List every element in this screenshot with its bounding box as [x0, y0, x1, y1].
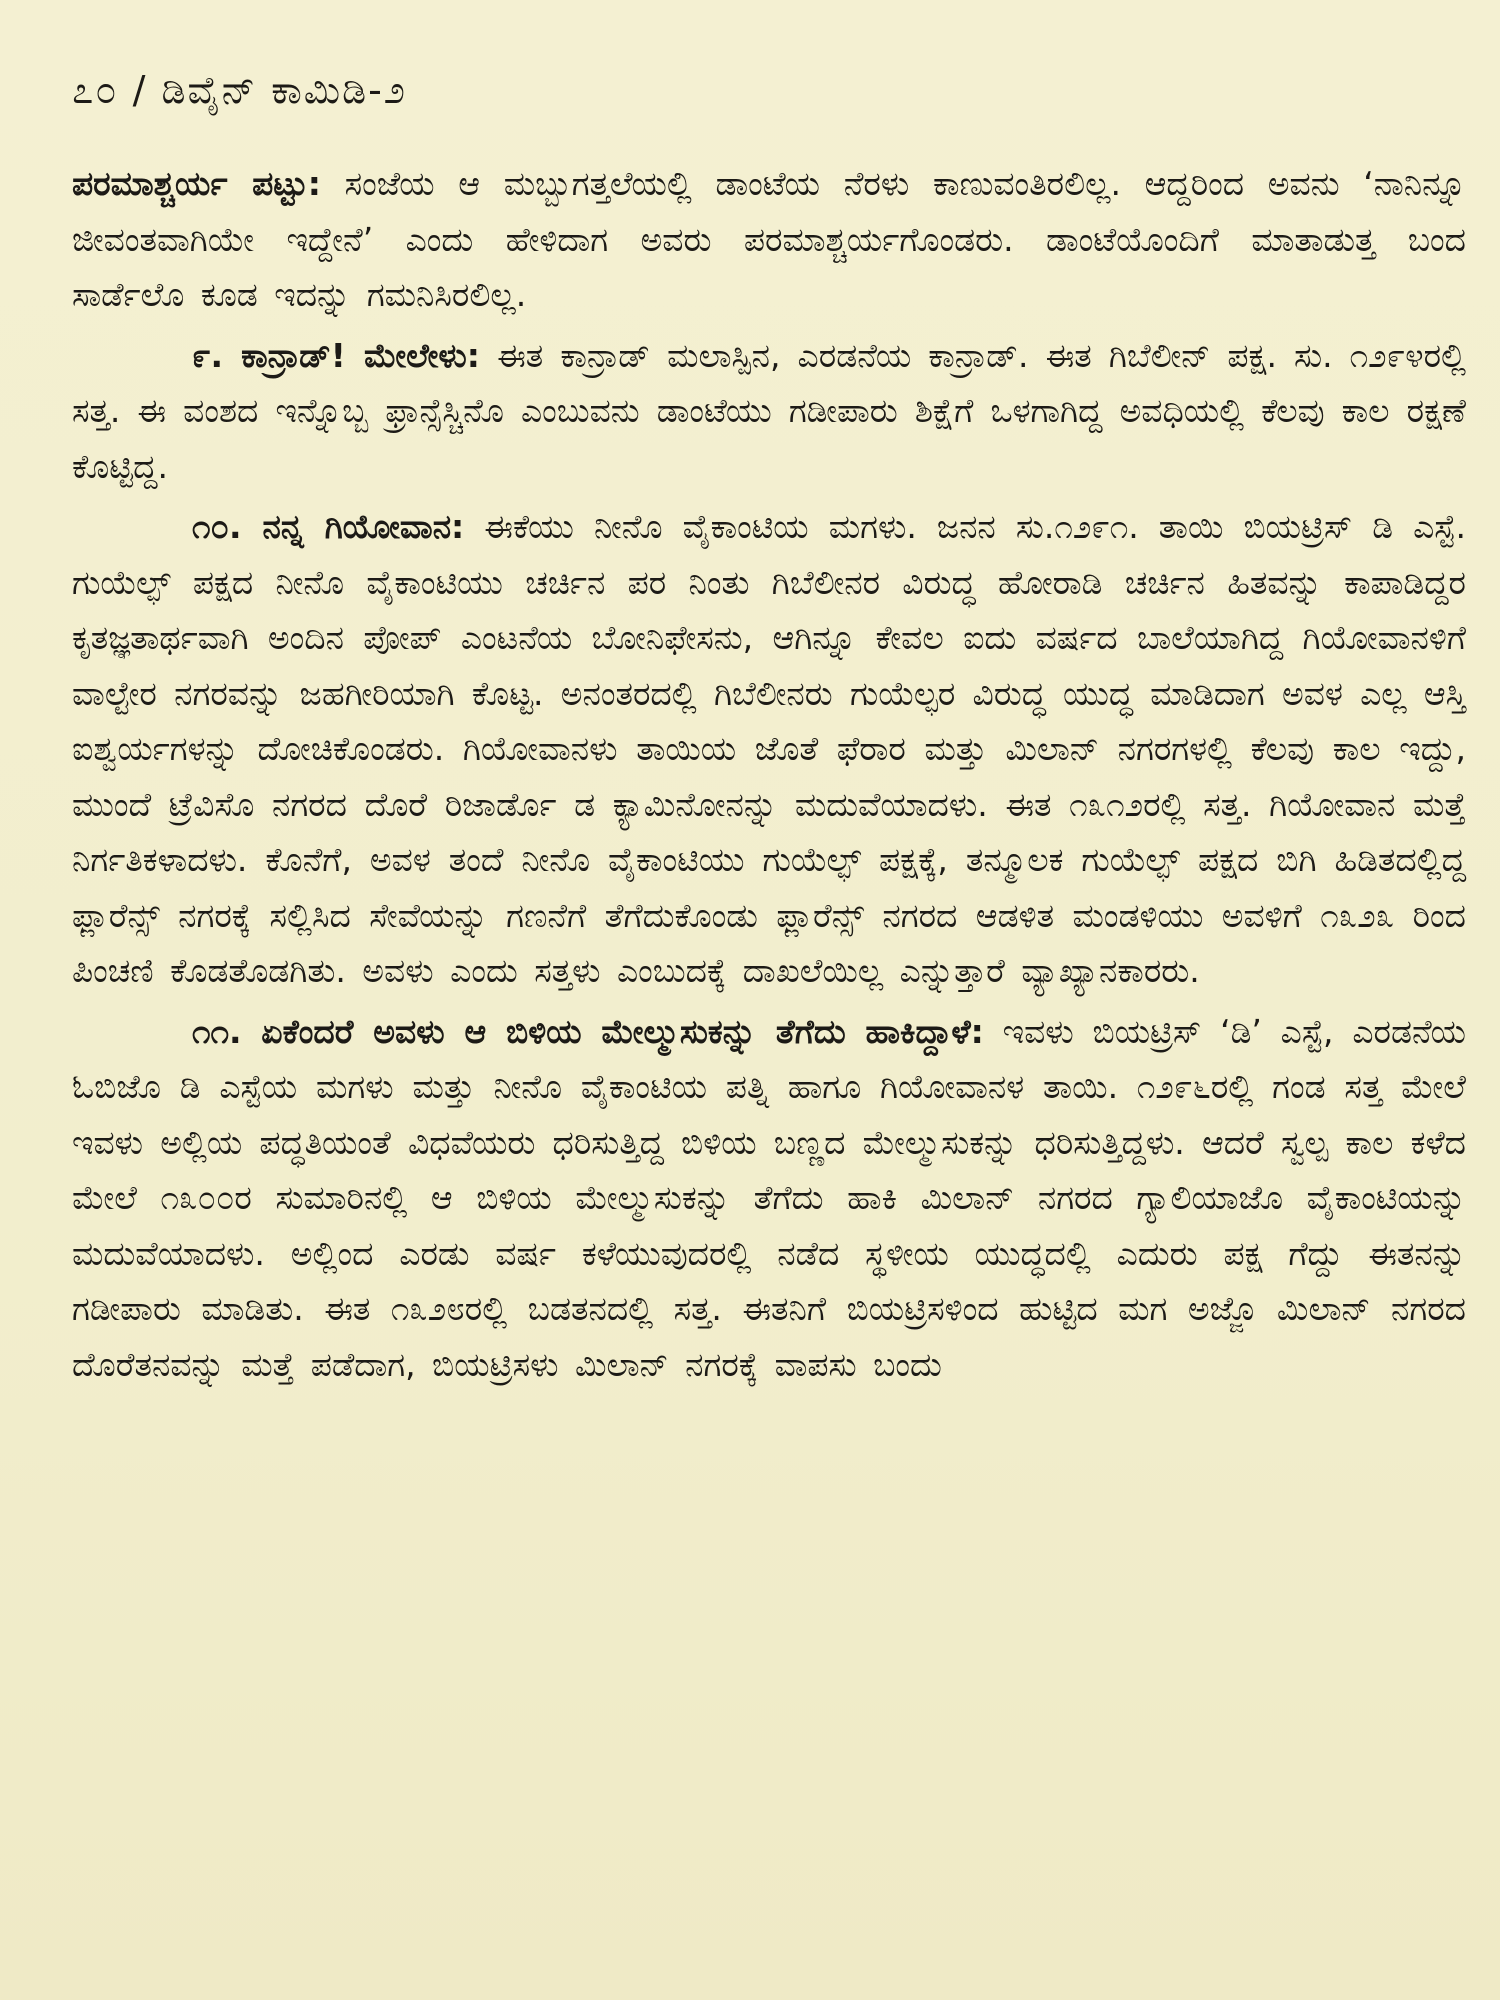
note-heading: ೯. ಕಾನ್ರಾಡ್! ಮೇಲೇಳು:	[192, 335, 480, 375]
note-body: ಇವಳು ಬಿಯಟ್ರಿಸ್ ‘ಡಿ’ ಎಸ್ಟೆ, ಎರಡನೆಯ ಓಬಿಜೊ ಡಿ ಎಸ್ಟೆಯ ಮಗಳು ಮತ್ತು ನೀನೊ ವೈಕಾಂಟಿಯ ಪತ್ನಿ ಹಾಗೂ ಗಿಯೋವಾನಳ ತಾಯಿ. ೧೨೯೬ರಲ್ಲಿ ಗಂಡ ಸತ್ತ ಮೇಲೆ ಇವಳು ಅಲ್ಲಿಯ ಪದ್ಧತಿಯಂತೆ ವಿಧವೆಯರು ಧರಿಸುತ್ತಿದ್ದ ಬಿಳಿಯ ಬಣ್ಣದ ಮೇಲ್ಮುಸುಕನ್ನು ಧರಿಸುತ್ತಿದ್ದಳು. ಆದರೆ ಸ್ವಲ್ಪ ಕಾಲ ಕಳೆದ ಮೇಲೆ ೧೩೦೦ರ ಸುಮಾರಿನಲ್ಲಿ ಆ ಬಿಳಿಯ ಮೇಲ್ಮುಸುಕನ್ನು ತೆಗೆದು ಹಾಕಿ ಮಿಲಾನ್ ನಗರದ ಗ್ಯಾಲಿಯಾಜೊ ವೈಕಾಂಟಿಯನ್ನು ಮದುವೆಯಾದಳು. ಅಲ್ಲಿಂದ ಎರಡು ವರ್ಷ ಕಳೆಯುವುದರಲ್ಲಿ ನಡೆದ ಸ್ಥಳೀಯ ಯುದ್ಧದಲ್ಲಿ ಎದುರು ಪಕ್ಷ ಗೆದ್ದು ಈತನನ್ನು ಗಡೀಪಾರು ಮಾಡಿತು. ಈತ ೧೩೨೮ರಲ್ಲಿ ಬಡತನದಲ್ಲಿ ಸತ್ತ. ಈತನಿಗೆ ಬಿಯಟ್ರಿಸಳಿಂದ ಹುಟ್ಟಿದ ಮಗ ಅಜ್ಜೊ ಮಿಲಾನ್ ನಗರದ ದೊರೆತನವನ್ನು ಮತ್ತೆ ಪಡೆದಾಗ, ಬಿಯಟ್ರಿಸಳು ಮಿಲಾನ್ ನಗರಕ್ಕೆ ವಾಪಸು ಬಂದು	[72, 1011, 1466, 1384]
note-heading: ಪರಮಾಶ್ಚರ್ಯ ಪಟ್ಟು:	[72, 164, 321, 203]
note-body: ಈಕೆಯು ನೀನೊ ವೈಕಾಂಟಿಯ ಮಗಳು. ಜನನ ಸು.೧೨೯೧. ತಾಯಿ ಬಿಯಟ್ರಿಸ್ ಡಿ ಎಸ್ಟೆ. ಗುಯೆಲ್ಫ್ ಪಕ್ಷದ ನೀನೊ ವೈಕಾಂಟಿಯು ಚರ್ಚಿನ ಪರ ನಿಂತು ಗಿಬೆಲೀನರ ವಿರುದ್ಧ ಹೋರಾಡಿ ಚರ್ಚಿನ ಹಿತವನ್ನು ಕಾಪಾಡಿದ್ದರ ಕೃತಜ್ಞತಾರ್ಥವಾಗಿ ಅಂದಿನ ಪೋಪ್ ಎಂಟನೆಯ ಬೋನಿಫೇಸನು, ಆಗಿನ್ನೂ ಕೇವಲ ಐದು ವರ್ಷದ ಬಾಲೆಯಾಗಿದ್ದ ಗಿಯೋವಾನಳಿಗೆ ವಾಲ್ಟೇರ ನಗರವನ್ನು ಜಹಗೀರಿಯಾಗಿ ಕೊಟ್ಟ. ಅನಂತರದಲ್ಲಿ ಗಿಬೆಲೀನರು ಗುಯೆಲ್ಫರ ವಿರುದ್ಧ ಯುದ್ಧ ಮಾಡಿದಾಗ ಅವಳ ಎಲ್ಲ ಆಸ್ತಿ ಐಶ್ವರ್ಯಗಳನ್ನು ದೋಚಿಕೊಂಡರು. ಗಿಯೋವಾನಳು ತಾಯಿಯ ಜೊತೆ ಫೆರಾರ ಮತ್ತು ಮಿಲಾನ್ ನಗರಗಳಲ್ಲಿ ಕೆಲವು ಕಾಲ ಇದ್ದು, ಮುಂದೆ ಟ್ರೆವಿಸೊ ನಗರದ ದೊರೆ ರಿಜಾರ್ಡೊ ಡ ಕ್ಯಾಮಿನೋನನ್ನು ಮದುವೆಯಾದಳು. ಈತ ೧೩೧೨ರಲ್ಲಿ ಸತ್ತ. ಗಿಯೋವಾನ ಮತ್ತೆ ನಿರ್ಗತಿಕಳಾದಳು. ಕೊನೆಗೆ, ಅವಳ ತಂದೆ ನೀನೊ ವೈಕಾಂಟಿಯು ಗುಯೆಲ್ಫ್ ಪಕ್ಷಕ್ಕೆ, ತನ್ಮೂಲಕ ಗುಯೆಲ್ಫ್ ಪಕ್ಷದ ಬಿಗಿ ಹಿಡಿತದಲ್ಲಿದ್ದ ಫ್ಲಾರೆನ್ಸ್ ನಗರಕ್ಕೆ ಸಲ್ಲಿಸಿದ ಸೇವೆಯನ್ನು ಗಣನೆಗೆ ತೆಗೆದುಕೊಂಡು ಫ್ಲಾರೆನ್ಸ್ ನಗರದ ಆಡಳಿತ ಮಂಡಳಿಯು ಅವಳಿಗೆ ೧೩೨೩ ರಿಂದ ಪಿಂಚಣಿ ಕೊಡತೊಡಗಿತು. ಅವಳು ಎಂದು ಸತ್ತಳು ಎಂಬುದಕ್ಕೆ ದಾಖಲೆಯಿಲ್ಲ ಎನ್ನುತ್ತಾರೆ ವ್ಯಾಖ್ಯಾನಕಾರರು.	[72, 507, 1466, 990]
running-head: ೭೦ / ಡಿವೈನ್ ಕಾಮಿಡಿ-೨	[72, 68, 408, 112]
note-body: ಈತ ಕಾನ್ರಾಡ್ ಮಲಾಸ್ಪಿನ, ಎರಡನೆಯ ಕಾನ್ರಾಡ್. ಈತ ಗಿಬೆಲೀನ್ ಪಕ್ಷ. ಸು. ೧೨೯೪ರಲ್ಲಿ ಸತ್ತ. ಈ ವಂಶದ ಇನ್ನೊಬ್ಬ ಫ್ರಾನ್ಸೆಸ್ಚಿನೊ ಎಂಬುವನು ಡಾಂಟೆಯು ಗಡೀಪಾರು ಶಿಕ್ಷೆಗೆ ಒಳಗಾಗಿದ್ದ ಅವಧಿಯಲ್ಲಿ ಕೆಲವು ಕಾಲ ರಕ್ಷಣೆ ಕೊಟ್ಟಿದ್ದ.	[72, 335, 1466, 486]
paragraph-note-continuation	[72, 156, 1466, 323]
paragraph-note-11	[72, 1004, 1466, 1393]
note-heading: ೧೧. ಏಕೆಂದರೆ ಅವಳು ಆ ಬಿಳಿಯ ಮೇಲ್ಮುಸುಕನ್ನು ತೆಗೆದು ಹಾಕಿದ್ದಾಳೆ:	[192, 1011, 984, 1051]
note-body: ಸಂಜೆಯ ಆ ಮಬ್ಬುಗತ್ತಲೆಯಲ್ಲಿ ಡಾಂಟೆಯ ನೆರಳು ಕಾಣುವಂತಿರಲಿಲ್ಲ. ಆದ್ದರಿಂದ ಅವನು ‘ನಾನಿನ್ನೂ ಜೀವಂತವಾಗಿಯೇ ಇದ್ದೇನೆ’ ಎಂದು ಹೇಳಿದಾಗ ಅವರು ಪರಮಾಶ್ಚರ್ಯಗೊಂಡರು. ಡಾಂಟೆಯೊಂದಿಗೆ ಮಾತಾಡುತ್ತ ಬಂದ ಸಾರ್ಡೆಲೊ ಕೂಡ ಇದನ್ನು ಗಮನಿಸಿರಲಿಲ್ಲ.	[72, 164, 1466, 314]
note-heading: ೧೦. ನನ್ನ ಗಿಯೋವಾನ:	[192, 507, 465, 546]
paragraph-note-10	[72, 499, 1466, 999]
paragraph-note-9	[72, 328, 1466, 495]
